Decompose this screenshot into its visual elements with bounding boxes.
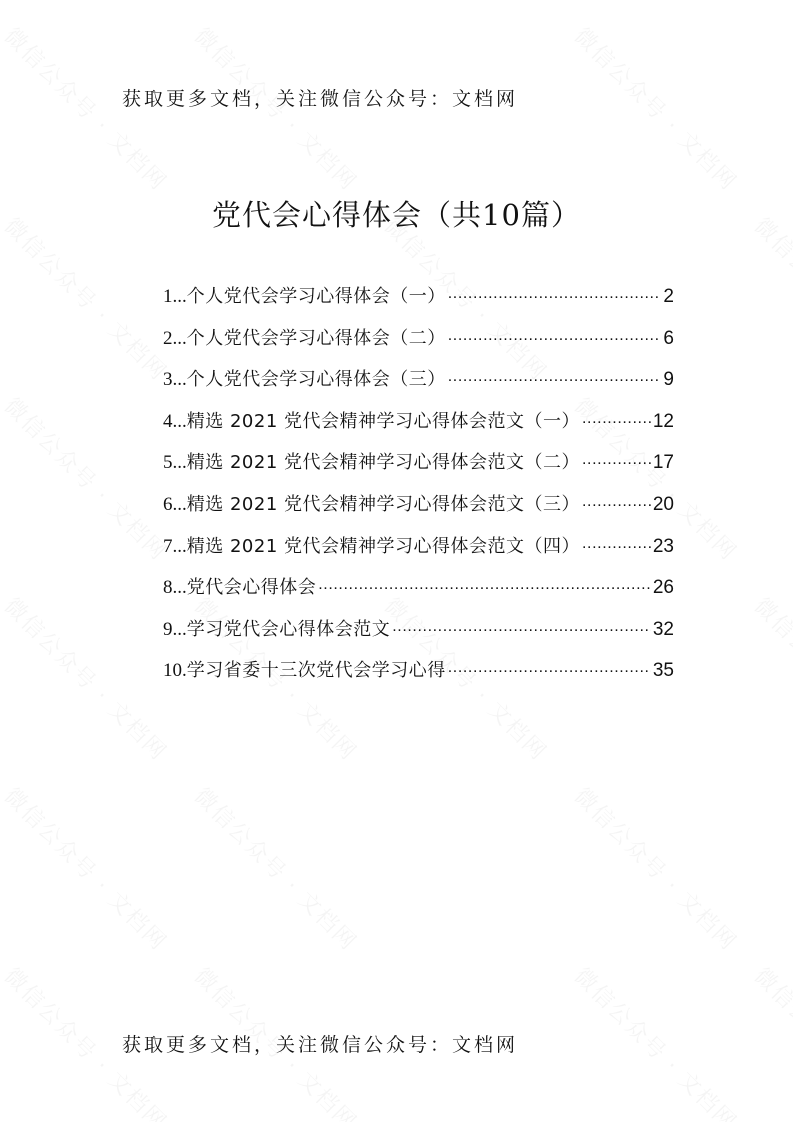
toc-entry-title: 个人党代会学习心得体会（二） bbox=[186, 327, 446, 349]
watermark bbox=[748, 960, 793, 1122]
toc-number: 3... bbox=[163, 369, 187, 391]
watermark bbox=[0, 780, 175, 957]
toc-item[interactable] bbox=[163, 490, 674, 532]
toc-number: 2... bbox=[163, 327, 187, 349]
toc-page-number: 26 bbox=[652, 577, 674, 599]
toc-page-number: 23 bbox=[652, 535, 674, 557]
toc-item[interactable] bbox=[163, 615, 674, 657]
toc-dot-leader bbox=[582, 532, 651, 552]
toc-number: 7... bbox=[163, 535, 187, 557]
toc-item[interactable] bbox=[163, 532, 674, 574]
toc-entry-title: 精选 2021 党代会精神学习心得体会范文（一） bbox=[186, 410, 581, 432]
watermark bbox=[188, 780, 365, 957]
toc-dot-leader bbox=[448, 324, 662, 344]
toc-entry-title: 学习省委十三次党代会学习心得 bbox=[186, 660, 446, 682]
watermark bbox=[0, 210, 175, 387]
toc-entry-title: 党代会心得体会 bbox=[186, 577, 317, 599]
toc-page-number: 2 bbox=[663, 286, 674, 307]
toc-page-number: 17 bbox=[652, 452, 674, 474]
toc-dot-leader bbox=[318, 573, 651, 593]
toc-dot-leader bbox=[448, 656, 651, 676]
toc-page-number: 6 bbox=[663, 327, 674, 349]
toc-entry-title: 精选 2021 党代会精神学习心得体会范文（四） bbox=[186, 535, 581, 557]
toc-number: 10. bbox=[163, 660, 187, 682]
toc-item[interactable] bbox=[163, 365, 674, 407]
toc-item[interactable] bbox=[163, 656, 674, 698]
toc-entry-title: 个人党代会学习心得体会（一） bbox=[186, 286, 446, 307]
toc-entry-title: 精选 2021 党代会精神学习心得体会范文（二） bbox=[186, 452, 581, 474]
toc-number: 4... bbox=[163, 410, 187, 432]
watermark bbox=[568, 780, 745, 957]
toc-dot-leader bbox=[448, 282, 662, 302]
toc-item[interactable] bbox=[163, 573, 674, 615]
toc-number: 5... bbox=[163, 452, 187, 474]
watermark bbox=[748, 590, 793, 767]
toc-item[interactable] bbox=[163, 407, 674, 449]
toc-dot-leader bbox=[392, 615, 651, 635]
watermark bbox=[568, 960, 745, 1122]
toc-dot-leader bbox=[582, 490, 651, 510]
footer-note: 获取更多文档，关注微信公众号：文档网 bbox=[122, 1034, 519, 1056]
toc-dot-leader bbox=[582, 407, 651, 427]
toc-entry-title: 学习党代会心得体会范文 bbox=[186, 618, 391, 640]
toc-number: 8... bbox=[163, 577, 187, 599]
watermark bbox=[568, 20, 745, 197]
toc-number: 9... bbox=[163, 618, 187, 640]
toc-entry-title: 精选 2021 党代会精神学习心得体会范文（三） bbox=[186, 493, 581, 515]
toc-item[interactable] bbox=[163, 282, 674, 324]
toc-dot-leader bbox=[448, 365, 662, 385]
toc-page-number: 20 bbox=[652, 493, 674, 515]
toc-number: 6... bbox=[163, 493, 187, 515]
toc-number: 1... bbox=[163, 286, 187, 307]
toc-page-number: 32 bbox=[652, 618, 674, 640]
toc-item[interactable] bbox=[163, 324, 674, 366]
toc-entry-title: 个人党代会学习心得体会（三） bbox=[186, 369, 446, 391]
toc-page-number: 35 bbox=[652, 660, 674, 682]
toc-page-number: 9 bbox=[663, 369, 674, 391]
watermark bbox=[748, 210, 793, 387]
toc-page-number: 12 bbox=[652, 410, 674, 432]
watermark bbox=[0, 590, 175, 767]
toc-item[interactable] bbox=[163, 448, 674, 490]
toc-dot-leader bbox=[582, 448, 651, 468]
document-title: 党代会心得体会（共10篇） bbox=[212, 198, 581, 232]
header-note: 获取更多文档，关注微信公众号：文档网 bbox=[122, 88, 519, 110]
watermark bbox=[0, 390, 175, 567]
table-of-contents bbox=[163, 282, 674, 698]
